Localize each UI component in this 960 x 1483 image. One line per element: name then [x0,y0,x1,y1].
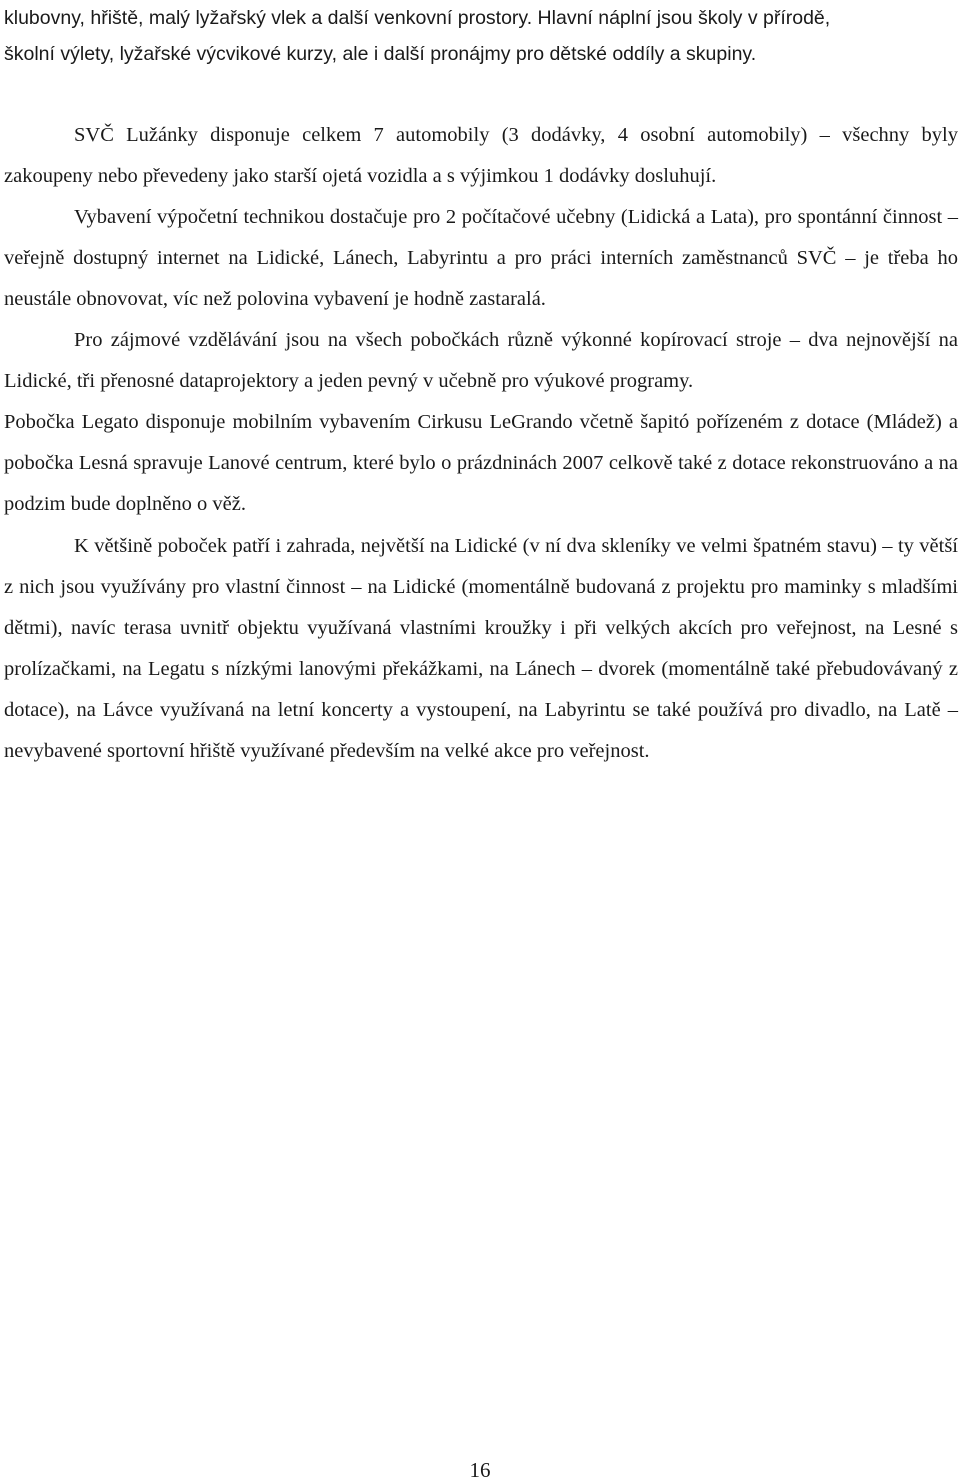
continued-paragraph [4,0,958,72]
paragraph-legato-lesna: Pobočka Legato disponuje mobilním vybavením Cirkusu LeGrando včetně šapitó pořízeném z dotace (Mládež) a pobočka Lesná spravuje Lanové centrum, které bylo o prázdninách 2007 celkově také z dotace rekonstruováno a na podzim bude doplněno o věž. [4,411,958,515]
page-number: 16 [469,1458,491,1482]
paragraph-gardens: K většině poboček patří i zahrada, největší na Lidické (v ní dva skleníky ve velmi špatném stavu) – ty větší z nich jsou využívány pro vlastní činnost – na Lidické (momentálně budovaná z projektu pro maminky s mladšími dětmi), navíc terasa uvnitř objektu využívaná vlastními kroužky i při velkých akcích pro veřejnost, na Lesné s prolízačkami, na Legatu s nízkými lanovými překážkami, na Lánech – dvorek (momentálně také přebudovávaný z dotace), na Lávce využívaná na letní koncerty a vystoupení, na Labyrintu se také používá pro divadlo, na Latě – nevybavené sportovní hřiště využívané především na velké akce pro veřejnost. [4,535,958,762]
paragraph-copiers: Pro zájmové vzdělávání jsou na všech pobočkách různě výkonné kopírovací stroje – dva nejnovější na Lidické, tři přenosné dataprojektory a jeden pevný v učebně pro výukové programy. [4,329,958,392]
text-line: klubovny, hřiště, malý lyžařský vlek a další venkovní prostory. Hlavní náplní jsou školy v přírodě, [4,7,831,29]
paragraph-vehicles: SVČ Lužánky disponuje celkem 7 automobily (3 dodávky, 4 osobní automobily) – všechny byly zakoupeny nebo převedeny jako starší ojetá vozidla a s výjimkou 1 dodávky dosluhují. [4,124,958,187]
text-line: školní výlety, lyžařské výcvikové kurzy, ale i další pronájmy pro dětské oddíly a skupiny. [4,43,757,65]
paragraph-computers: Vybavení výpočetní technikou dostačuje pro 2 počítačové učebny (Lidická a Lata), pro spontánní činnost – veřejně dostupný internet na Lidické, Lánech, Labyrintu a pro práci interních zaměstnanců SVČ – je třeba ho neustále obnovovat, víc než polovina vybavení je hodně zastaralá. [4,206,958,310]
